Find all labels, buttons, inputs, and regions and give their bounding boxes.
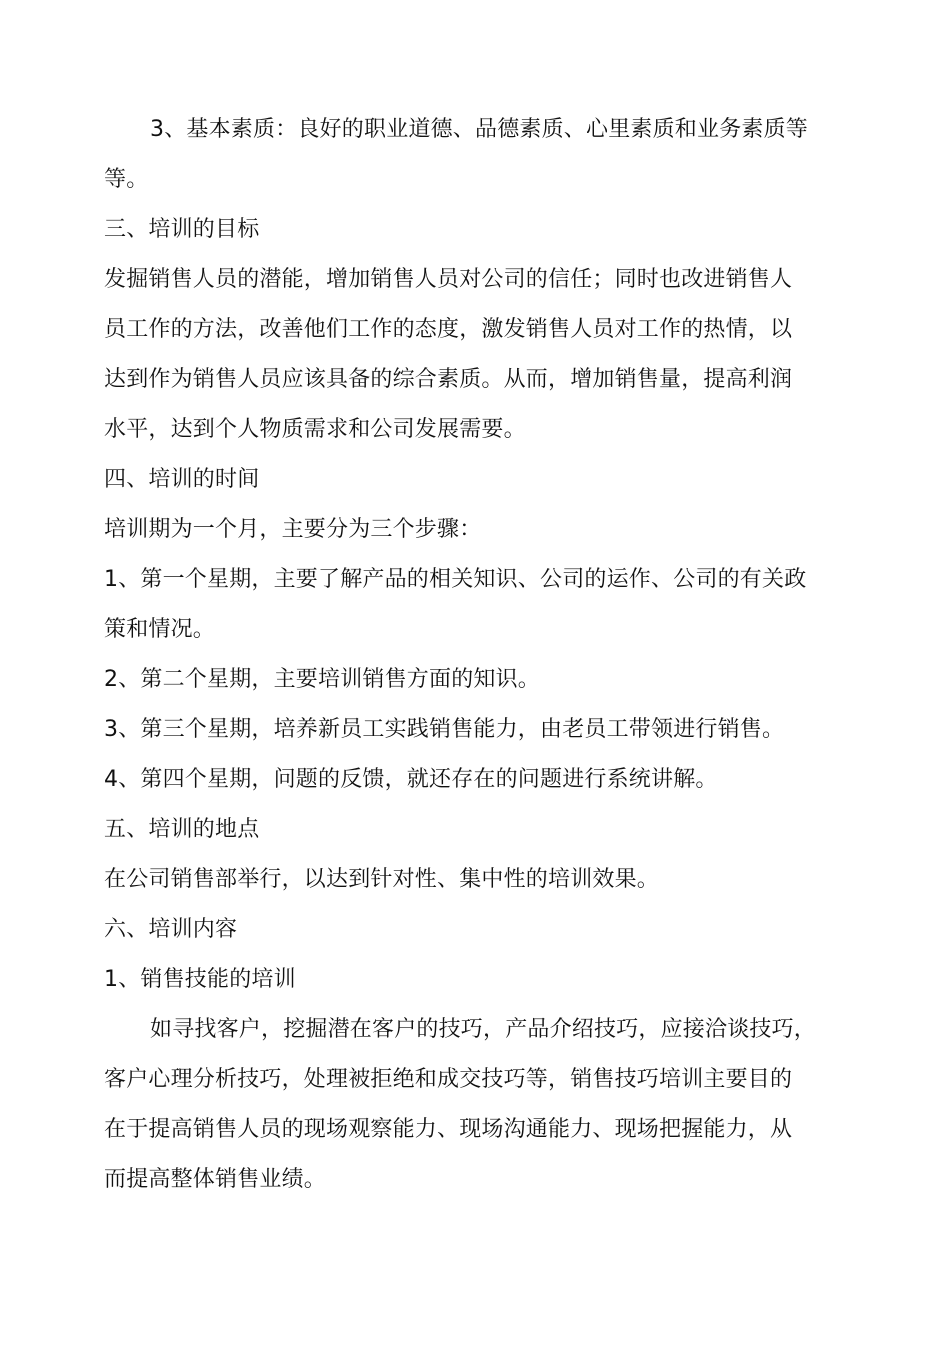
- section-heading-training-content: 六、培训内容: [104, 917, 238, 942]
- list-item-week-3: 3、第三个星期，培养新员工实践销售能力，由老员工带领进行销售。: [104, 717, 785, 742]
- text-line-skills-4: 而提高整体销售业绩。: [104, 1167, 327, 1192]
- text-line-skills-1: 如寻找客户，挖掘潜在客户的技巧，产品介绍技巧，应接洽谈技巧，: [150, 1017, 817, 1042]
- text-line-skills-2: 客户心理分析技巧，处理被拒绝和成交技巧等，销售技巧培训主要目的: [104, 1067, 793, 1092]
- list-item-week-1: 1、第一个星期，主要了解产品的相关知识、公司的运作、公司的有关政: [104, 567, 807, 592]
- text-line-basic-quality: 3、基本素质：良好的职业道德、品德素质、心里素质和业务素质等: [150, 117, 808, 142]
- section-heading-training-time: 四、培训的时间: [104, 467, 260, 492]
- text-line-goals-4: 水平，达到个人物质需求和公司发展需要。: [104, 417, 526, 442]
- text-line-time-intro: 培训期为一个月，主要分为三个步骤：: [104, 517, 482, 542]
- list-item-week-1-end: 策和情况。: [104, 617, 216, 642]
- subheading-sales-skills-training: 1、销售技能的培训: [104, 967, 296, 992]
- text-line-skills-3: 在于提高销售人员的现场观察能力、现场沟通能力、现场把握能力，从: [104, 1117, 793, 1142]
- section-heading-training-goals: 三、培训的目标: [104, 217, 260, 242]
- text-line-goals-2: 员工作的方法，改善他们工作的态度，激发销售人员对工作的热情，以: [104, 317, 793, 342]
- section-heading-training-location: 五、培训的地点: [104, 817, 260, 842]
- text-line-goals-3: 达到作为销售人员应该具备的综合素质。从而，增加销售量，提高利润: [104, 367, 793, 392]
- text-line-basic-quality-end: 等。: [104, 167, 149, 192]
- list-item-week-4: 4、第四个星期，问题的反馈，就还存在的问题进行系统讲解。: [104, 767, 718, 792]
- text-line-location: 在公司销售部举行，以达到针对性、集中性的培训效果。: [104, 867, 660, 892]
- list-item-week-2: 2、第二个星期，主要培训销售方面的知识。: [104, 667, 540, 692]
- text-line-goals-1: 发掘销售人员的潜能，增加销售人员对公司的信任；同时也改进销售人: [104, 267, 793, 292]
